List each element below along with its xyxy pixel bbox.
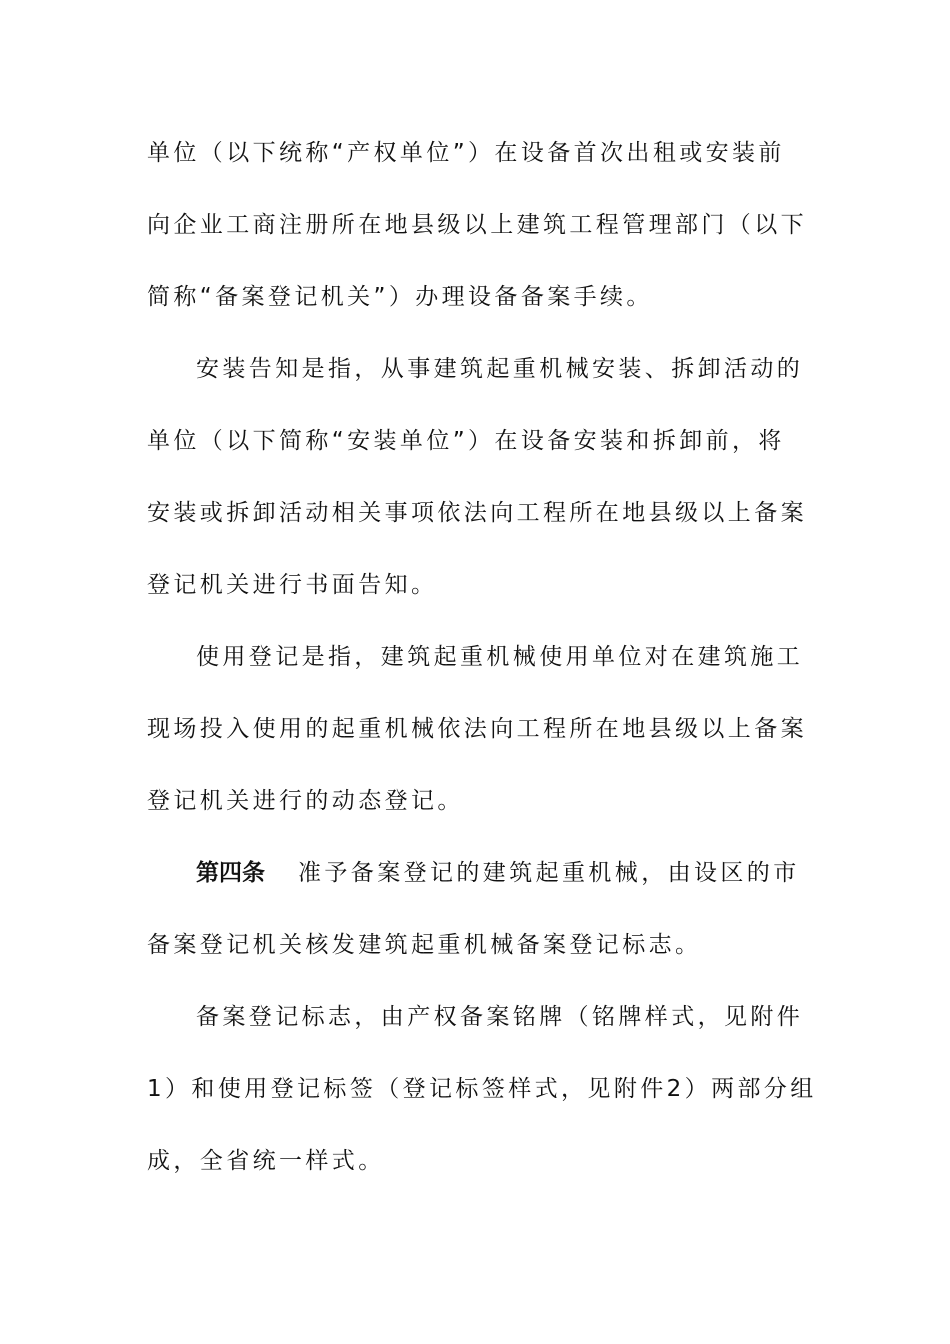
article-text: 准予备案登记的建筑起重机械，由设区的市 xyxy=(298,860,800,886)
text-line: 单位（以下简称“安装单位”）在设备安装和拆卸前，将 xyxy=(147,428,785,454)
article-heading: 第四条 xyxy=(196,860,265,886)
text-line: 登记机关进行书面告知。 xyxy=(147,572,438,598)
text-line: 登记机关进行的动态登记。 xyxy=(147,788,464,814)
text-line: 1）和使用登记标签（登记标签样式，见附件2）两部分组 xyxy=(147,1076,817,1102)
text-line: 安装或拆卸活动相关事项依法向工程所在地县级以上备案 xyxy=(147,500,807,526)
text-line: 备案登记机关核发建筑起重机械备案登记标志。 xyxy=(147,932,702,958)
paragraph-registration-mark: 备案登记标志，由产权备案铭牌（铭牌样式，见附件 xyxy=(196,1004,804,1030)
text-line: 简称“备案登记机关”）办理设备备案手续。 xyxy=(147,284,653,310)
paragraph-article-four xyxy=(147,848,807,920)
text-line: 现场投入使用的起重机械依法向工程所在地县级以上备案 xyxy=(147,716,807,742)
text-line: 成，全省统一样式。 xyxy=(147,1148,385,1174)
text-line: 单位（以下统称“产权单位”）在设备首次出租或安装前 xyxy=(147,140,785,166)
body-text xyxy=(147,128,817,1208)
paragraph-install-notice: 安装告知是指，从事建筑起重机械安装、拆卸活动的 xyxy=(196,356,804,382)
text-line: 向企业工商注册所在地县级以上建筑工程管理部门（以下 xyxy=(147,212,807,238)
paragraph-use-registration: 使用登记是指，建筑起重机械使用单位对在建筑施工 xyxy=(196,644,804,670)
